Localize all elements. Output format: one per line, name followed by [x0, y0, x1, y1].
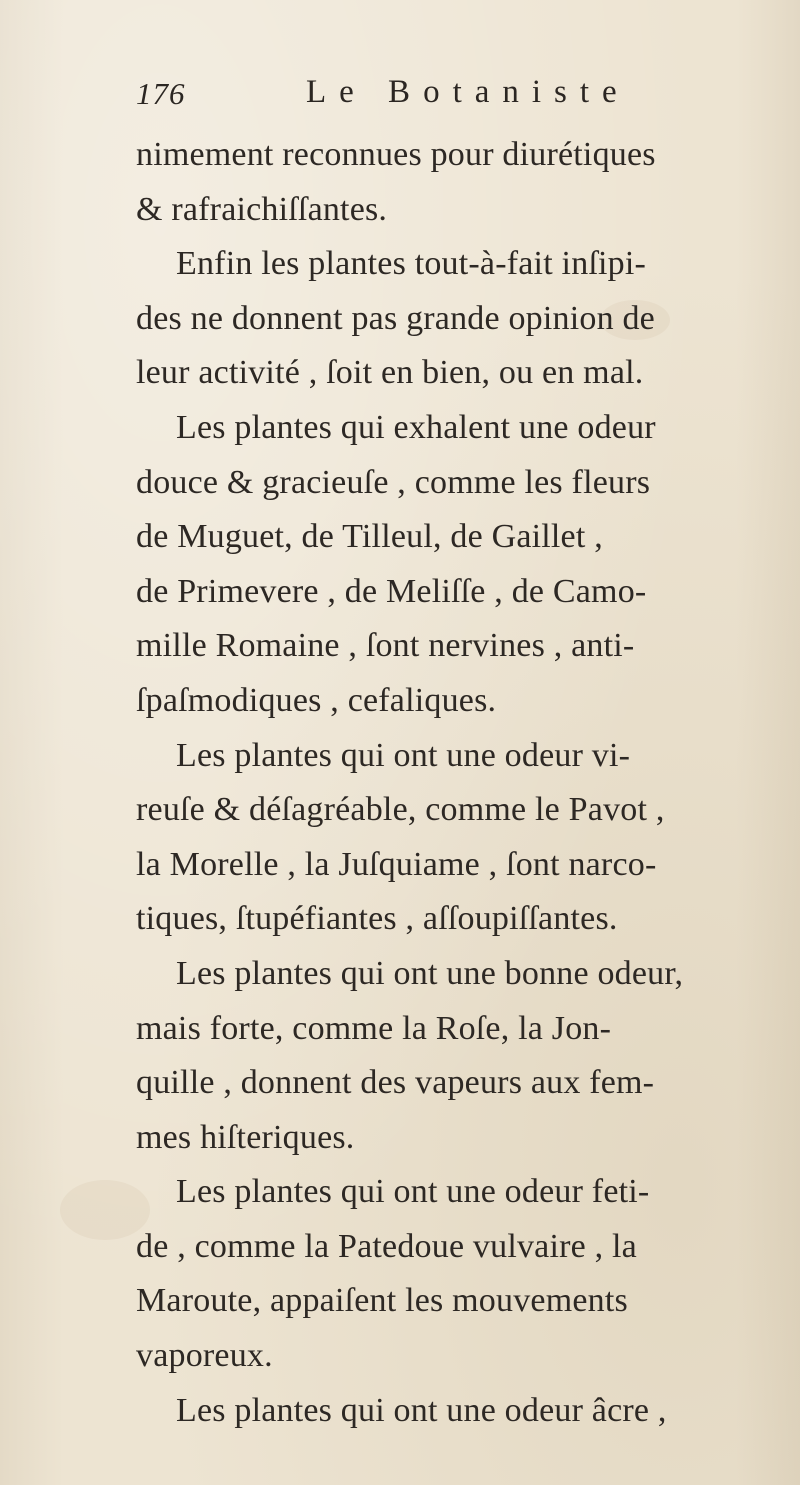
- body-text: [136, 128, 786, 1438]
- text-line: de Primevere , de Meliſſe , de Camo-: [136, 572, 647, 610]
- text-line: douce & gracieuſe , comme les fleurs: [136, 463, 651, 501]
- running-head: [136, 68, 656, 118]
- text-line: de Muguet, de Tilleul, de Gaillet ,: [136, 518, 603, 556]
- text-line: mille Romaine , ſont nervines , anti-: [136, 627, 635, 665]
- text-line: vaporeux.: [136, 1337, 273, 1375]
- text-line: reuſe & déſagréable, comme le Pavot ,: [136, 791, 665, 829]
- page-number: 176: [136, 76, 186, 111]
- text-line: mes hiſteriques.: [136, 1118, 355, 1156]
- text-line: de , comme la Patedoue vulvaire , la: [136, 1227, 637, 1265]
- text-line: ſpaſmodiques , cefaliques.: [136, 681, 497, 719]
- text-line: Les plantes qui ont une bonne odeur,: [176, 954, 684, 992]
- text-line: Enfin les plantes tout-à-fait inſipi-: [176, 245, 647, 283]
- text-line: la Morelle , la Juſquiame , ſont narco-: [136, 845, 657, 883]
- text-line: leur activité , ſoit en bien, ou en mal.: [136, 354, 644, 392]
- text-line: Les plantes qui exhalent une odeur: [176, 408, 656, 446]
- text-line: Les plantes qui ont une odeur âcre ,: [176, 1391, 667, 1429]
- text-line: & rafraichiſſantes.: [136, 190, 388, 228]
- text-line: tiques, ſtupéfiantes , aſſoupiſſantes.: [136, 900, 618, 938]
- text-line: Les plantes qui ont une odeur feti-: [176, 1173, 650, 1211]
- running-title: Le Botaniste: [306, 74, 630, 110]
- text-line: mais forte, comme la Roſe, la Jon-: [136, 1009, 612, 1047]
- text-line: des ne donnent pas grande opinion de: [136, 299, 655, 337]
- text-line: Les plantes qui ont une odeur vi-: [176, 736, 631, 774]
- text-line: nimement reconnues pour diurétiques: [136, 136, 656, 173]
- text-line: quille , donnent des vapeurs aux fem-: [136, 1064, 655, 1102]
- text-line: Maroute, appaiſent les mouvements: [136, 1282, 628, 1320]
